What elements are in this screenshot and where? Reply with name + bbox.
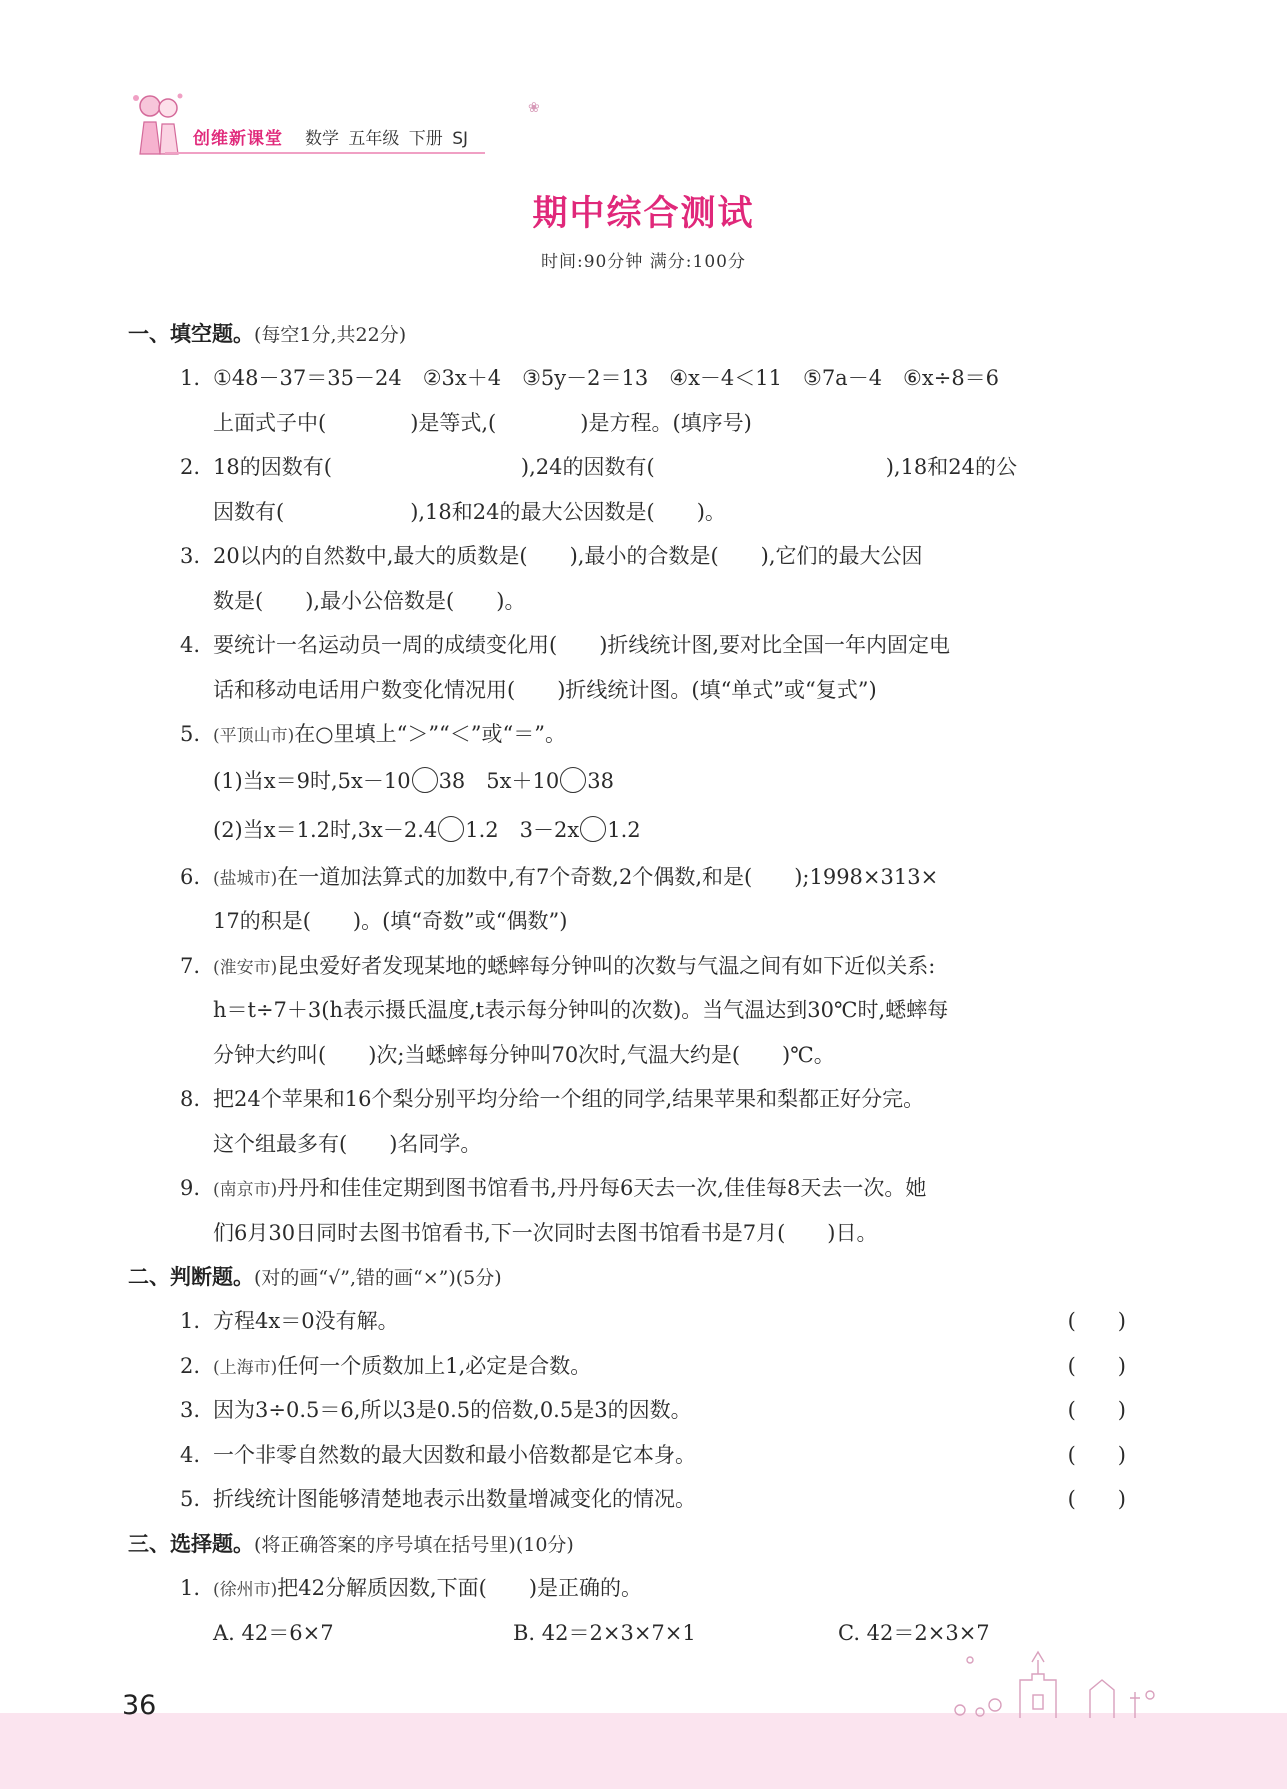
section-1-heading <box>128 312 1128 356</box>
section-2-title: 二、判断题。 <box>128 1265 254 1289</box>
compare-circle-icon <box>580 816 606 842</box>
question-3-line-1: 3. 20以内的自然数中,最大的质数是( ),最小的合数是( ),它们的最大公因 <box>180 544 923 568</box>
question-3-line-2: 数是( ),最小公倍数是( )。 <box>213 588 526 613</box>
page-title: 期中综合测试 <box>532 194 755 234</box>
header-divider <box>165 152 485 154</box>
question-8-line-1: 8. 把24个苹果和16个梨分别平均分给一个组的同学,结果苹果和梨都正好分完。 <box>180 1087 925 1111</box>
section-3-title: 三、选择题。 <box>128 1531 254 1556</box>
section-2-note: (对的画“√”,错的画“×”)(5分) <box>254 1267 502 1289</box>
question-9-line-1: 9. (南京市)丹丹和佳佳定期到图书馆看书,丹丹每6天去一次,佳佳每8天去一次。她 <box>180 1176 927 1200</box>
question-5-line-1: 5. (平顶山市)在○里填上“＞”“＜”或“＝”。 <box>180 722 567 746</box>
region-tag: (平顶山市) <box>213 726 295 746</box>
answer-blank[interactable]: ( ) <box>1067 1487 1126 1511</box>
question-6-line-1: 6. (盐城市)在一道加法算式的加数中,有7个奇数,2个偶数,和是( );1998×313× <box>180 864 939 889</box>
section-1-title: 一、填空题。 <box>128 322 254 346</box>
choice-question-1: 1. (徐州市)把42分解质因数,下面( )是正确的。 <box>180 1575 643 1600</box>
question-8-line-2: 这个组最多有( )名同学。 <box>213 1131 482 1156</box>
question-1-line-2: 上面式子中( )是等式,( )是方程。(填序号) <box>213 410 752 435</box>
exam-content <box>128 312 1128 1656</box>
compare-circle-icon <box>560 767 586 793</box>
footer-band <box>0 1713 1287 1789</box>
question-4-line-1: 4. 要统计一名运动员一周的成绩变化用( )折线统计图,要对比全国一年内固定电 <box>180 633 951 657</box>
option-a[interactable]: A. 42＝6×7 <box>213 1621 334 1645</box>
question-4-line-2: 话和移动电话用户数变化情况用( )折线统计图。(填“单式”或“复式”) <box>213 677 877 702</box>
question-7-line-2: h＝t÷7＋3(h表示摄氏温度,t表示每分钟叫的次数)。当气温达到30℃时,蟋蟀每 <box>213 998 949 1022</box>
region-tag: (南京市) <box>213 1180 278 1200</box>
question-6-line-2: 17的积是( )。(填“奇数”或“偶数”) <box>213 909 568 933</box>
answer-blank[interactable]: ( ) <box>1067 1353 1126 1378</box>
compare-circle-icon <box>412 767 438 793</box>
judge-item: 2. (上海市)任何一个质数加上1,必定是合数。 ( ) <box>128 1344 1128 1389</box>
region-tag: (盐城市) <box>213 868 278 889</box>
exam-time-score: 时间:90分钟 满分:100分 <box>541 252 746 272</box>
option-c[interactable]: C. 42＝2×3×7 <box>838 1621 990 1645</box>
page-number: 36 <box>122 1690 157 1721</box>
region-tag: (淮安市) <box>213 957 278 978</box>
answer-blank[interactable]: ( ) <box>1067 1442 1126 1467</box>
region-tag: (上海市) <box>213 1357 278 1378</box>
option-b[interactable]: B. 42＝2×3×7×1 <box>513 1621 696 1645</box>
section-3-note: (将正确答案的序号填在括号里)(10分) <box>254 1533 574 1556</box>
header-brand: 创维新课堂 <box>193 129 283 149</box>
compare-circle-icon <box>438 816 464 842</box>
question-1-line-1: 1. ①48－37＝35－24 ②3x＋4 ③5y－2＝13 ④x－4＜11 ⑤7a－4 ⑥x÷8＝6 <box>180 366 1000 390</box>
judge-item: 4. 一个非零自然数的最大因数和最小倍数都是它本身。 ( ) <box>128 1433 1128 1478</box>
answer-blank[interactable]: ( ) <box>1067 1309 1126 1333</box>
section-2-heading <box>128 1255 1128 1299</box>
judge-item: 1. 方程4x＝0没有解。 ( ) <box>128 1299 1128 1344</box>
region-tag: (徐州市) <box>213 1579 278 1600</box>
kids-logo-icon <box>128 88 188 158</box>
answer-blank[interactable]: ( ) <box>1067 1398 1126 1422</box>
question-5-sub-2: (2)当x＝1.2时,3x－2.4 1.2 3－2x 1.2 <box>213 817 641 842</box>
section-3-heading <box>128 1522 1128 1566</box>
question-7-line-1: 7. (淮安市)昆虫爱好者发现某地的蟋蟀每分钟叫的次数与气温之间有如下近似关系: <box>180 953 936 978</box>
question-2-line-1: 2. 18的因数有( ),24的因数有( ),18和24的公 <box>180 455 1018 479</box>
section-1-note: (每空1分,共22分) <box>254 324 407 346</box>
judge-item: 3. 因为3÷0.5＝6,所以3是0.5的倍数,0.5是3的因数。 ( ) <box>128 1388 1128 1433</box>
question-5-sub-1: (1)当x＝9时,5x－10 38 5x＋10 38 <box>213 768 614 793</box>
header-book-info: 数学 五年级 下册 SJ <box>305 129 469 149</box>
question-2-line-2: 因数有( ),18和24的最大公因数是( )。 <box>213 499 726 524</box>
question-9-line-2: 们6月30日同时去图书馆看书,下一次同时去图书馆看书是7月( )日。 <box>213 1220 878 1245</box>
question-7-line-3: 分钟大约叫( )次;当蟋蟀每分钟叫70次时,气温大约是( )℃。 <box>213 1042 835 1067</box>
judge-item: 5. 折线统计图能够清楚地表示出数量增减变化的情况。 ( ) <box>128 1477 1128 1522</box>
castle-decoration-icon <box>940 1640 1170 1720</box>
flower-icon: ❀ <box>528 100 540 116</box>
